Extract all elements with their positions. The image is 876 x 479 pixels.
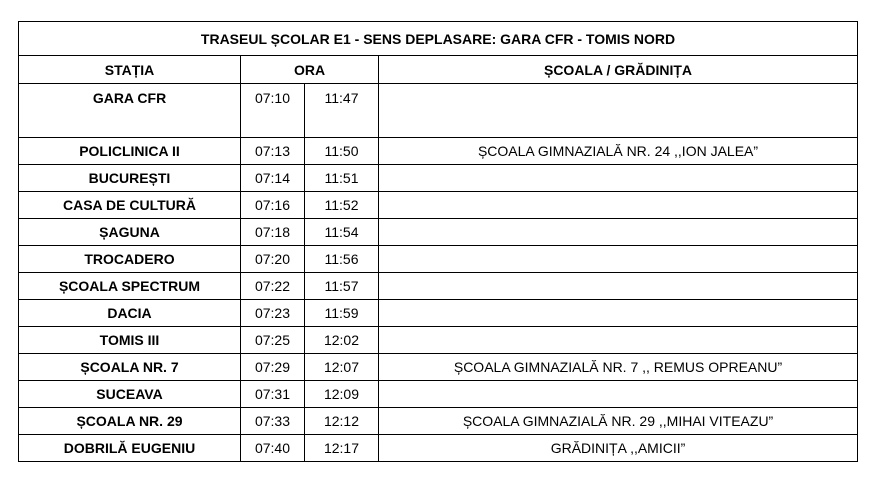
table-row (19, 408, 858, 435)
morning-time: 07:10 (241, 84, 305, 138)
noon-time: 11:57 (305, 273, 379, 300)
station-name: ȘAGUNA (19, 219, 241, 246)
school-name (379, 219, 858, 246)
school-name (379, 165, 858, 192)
station-name: ȘCOALA SPECTRUM (19, 273, 241, 300)
table-row (19, 327, 858, 354)
noon-time: 11:51 (305, 165, 379, 192)
table-row (19, 138, 858, 165)
table-row (19, 84, 858, 138)
station-name: ȘCOALA NR. 7 (19, 354, 241, 381)
header-time: ORA (241, 56, 379, 84)
station-name: SUCEAVA (19, 381, 241, 408)
morning-time: 07:31 (241, 381, 305, 408)
header-station: STAȚIA (19, 56, 241, 84)
noon-time: 12:09 (305, 381, 379, 408)
header-school: ȘCOALA / GRĂDINIȚA (379, 56, 858, 84)
morning-time: 07:20 (241, 246, 305, 273)
table-row (19, 246, 858, 273)
table-row (19, 219, 858, 246)
table-row (19, 435, 858, 462)
station-name: GARA CFR (19, 84, 241, 138)
table-row (19, 300, 858, 327)
school-name (379, 246, 858, 273)
morning-time: 07:18 (241, 219, 305, 246)
morning-time: 07:23 (241, 300, 305, 327)
station-name: BUCUREȘTI (19, 165, 241, 192)
school-name: ȘCOALA GIMNAZIALĂ NR. 29 ,,MIHAI VITEAZU” (379, 408, 858, 435)
school-name (379, 273, 858, 300)
station-name: POLICLINICA II (19, 138, 241, 165)
noon-time: 11:56 (305, 246, 379, 273)
noon-time: 11:50 (305, 138, 379, 165)
morning-time: 07:16 (241, 192, 305, 219)
school-route-table (18, 21, 858, 462)
noon-time: 11:59 (305, 300, 379, 327)
noon-time: 11:47 (305, 84, 379, 138)
station-name: DOBRILĂ EUGENIU (19, 435, 241, 462)
morning-time: 07:13 (241, 138, 305, 165)
school-name (379, 327, 858, 354)
morning-time: 07:29 (241, 354, 305, 381)
noon-time: 11:54 (305, 219, 379, 246)
table-row (19, 354, 858, 381)
table-row (19, 273, 858, 300)
station-name: TOMIS III (19, 327, 241, 354)
noon-time: 12:02 (305, 327, 379, 354)
school-name: ȘCOALA GIMNAZIALĂ NR. 24 ,,ION JALEA” (379, 138, 858, 165)
morning-time: 07:40 (241, 435, 305, 462)
school-name: GRĂDINIȚA ,,AMICII” (379, 435, 858, 462)
table-row (19, 381, 858, 408)
school-name (379, 300, 858, 327)
school-name (379, 84, 858, 138)
school-name: ȘCOALA GIMNAZIALĂ NR. 7 ,, REMUS OPREANU” (379, 354, 858, 381)
station-name: CASA DE CULTURĂ (19, 192, 241, 219)
station-name: DACIA (19, 300, 241, 327)
station-name: ȘCOALA NR. 29 (19, 408, 241, 435)
noon-time: 11:52 (305, 192, 379, 219)
table-row (19, 192, 858, 219)
title-row (19, 22, 858, 56)
noon-time: 12:07 (305, 354, 379, 381)
school-name (379, 381, 858, 408)
station-name: TROCADERO (19, 246, 241, 273)
morning-time: 07:25 (241, 327, 305, 354)
morning-time: 07:22 (241, 273, 305, 300)
noon-time: 12:17 (305, 435, 379, 462)
morning-time: 07:14 (241, 165, 305, 192)
morning-time: 07:33 (241, 408, 305, 435)
table-row (19, 165, 858, 192)
noon-time: 12:12 (305, 408, 379, 435)
header-row (19, 56, 858, 84)
table-title: TRASEUL ȘCOLAR E1 - SENS DEPLASARE: GARA CFR - TOMIS NORD (19, 22, 858, 56)
school-name (379, 192, 858, 219)
